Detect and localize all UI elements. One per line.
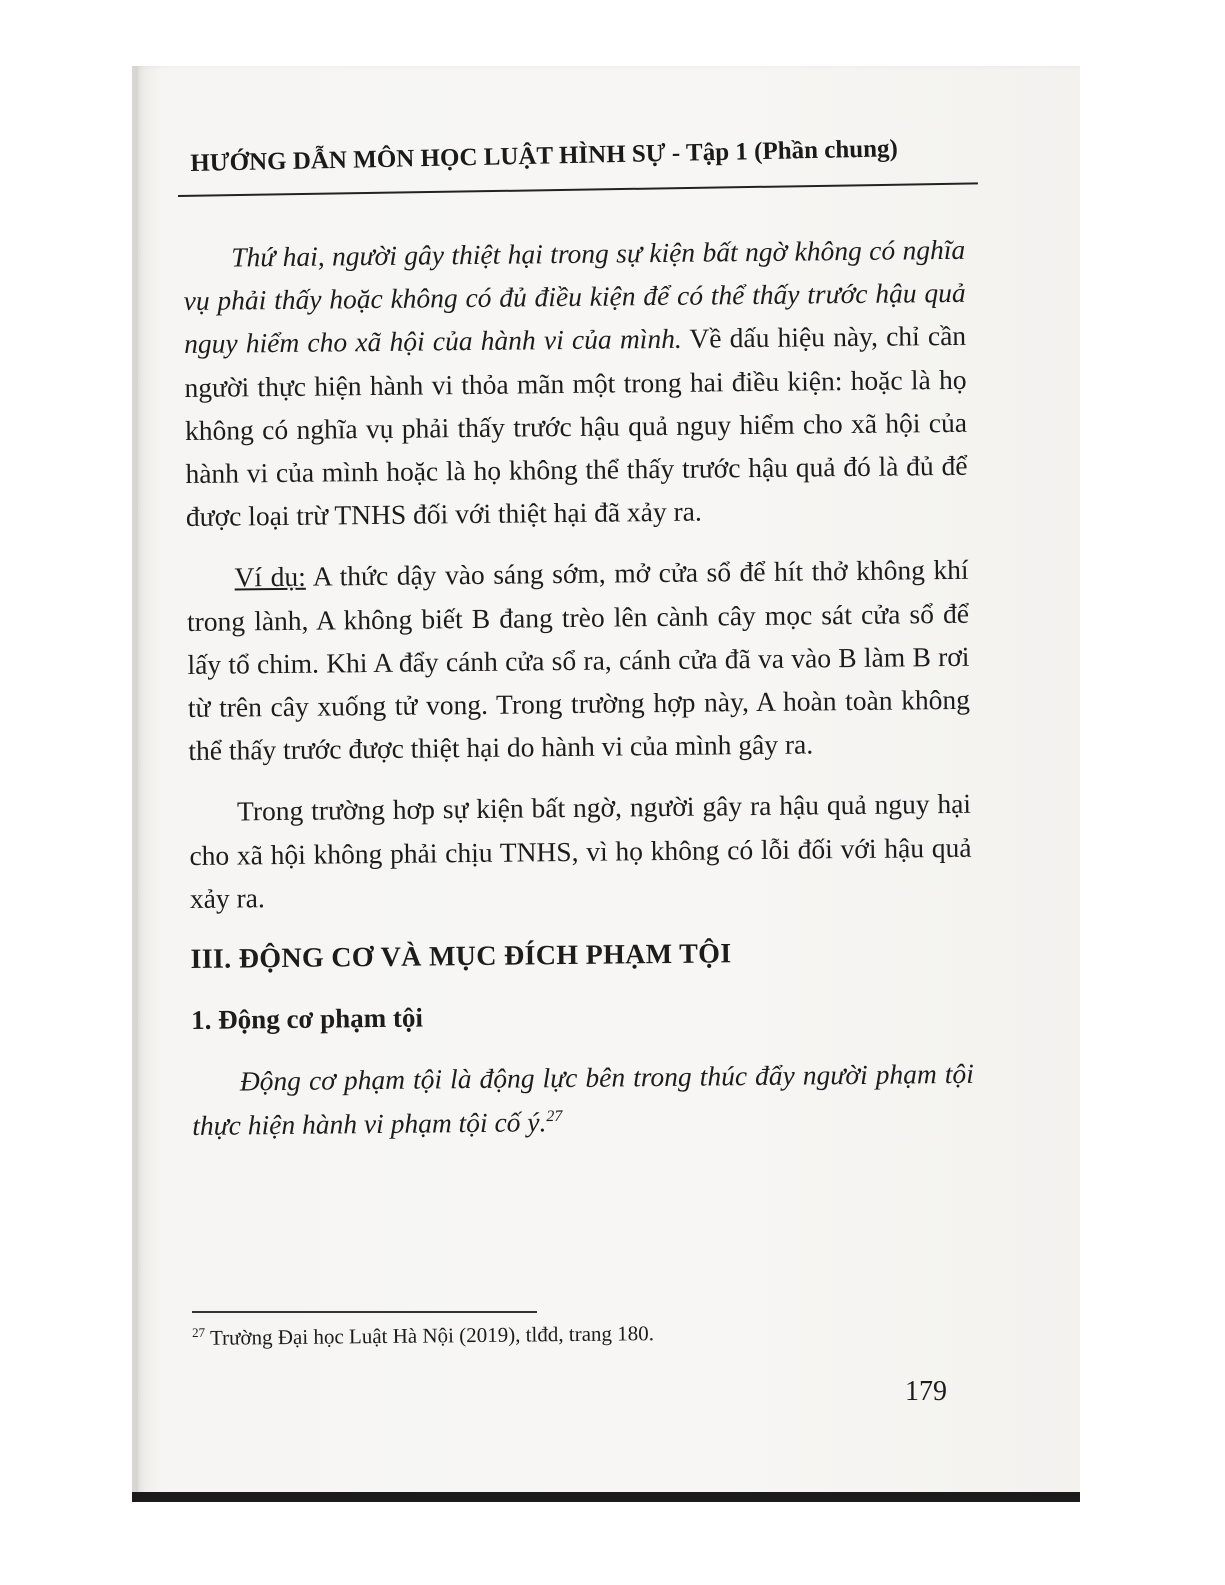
example-label: Ví dụ:	[234, 561, 306, 593]
page-bottom-shadow	[132, 1492, 1080, 1502]
paragraph-example	[186, 548, 970, 772]
definition-paragraph	[192, 1052, 975, 1147]
page-binding-edge	[132, 66, 138, 1502]
paragraph-thu-hai	[183, 228, 968, 539]
footnote-number: 27	[191, 1324, 206, 1340]
paragraph-continuation: Về dấu hiệu này, chỉ cần người thực hiện hành vi thỏa mãn một trong hai điều kiện: hoặc là họ không có nghĩa vụ phải thấy trước hậu quả nguy hiểm cho xã hội của hành vi của mình hoặc là họ không thể thấy trước hậu quả đó là đủ để được loại trừ TNHS đối với thiệt hại đã xảy ra.	[184, 320, 968, 533]
footnote-rule	[192, 1311, 537, 1313]
page-number: 179	[905, 1376, 947, 1407]
paragraph-italic-lead: Thứ hai, người gây thiệt hại trong sự kiện bất ngờ không có nghĩa vụ phải thấy hoặc không có đủ điều kiện để có thể thấy trước hậu quả nguy hiểm cho xã hội của hành vi của mình.	[183, 233, 966, 360]
paragraph-conclusion: Trong trường hơp sự kiện bất ngờ, người gây ra hậu quả nguy hại cho xã hội không phải chịu TNHS, vì họ không có lỗi đối với hậu quả xảy ra.	[189, 788, 972, 914]
example-text: A thức dậy vào sáng sớm, mở cửa sổ để hít thở không khí trong lành, A không biết B đang trèo lên cành cây mọc sát cửa sổ để lấy tổ chim. Khi A đẩy cánh cửa sổ ra, cánh cửa đã va vào B làm B rơi từ trên cây xuống tử vong. Trong trường hợp này, A hoàn toàn không thể thấy trước được thiệt hại do hành vi của mình gây ra.	[186, 554, 971, 767]
definition-text: Động cơ phạm tội là động lực bên trong thúc đẩy người phạm tội thực hiện hành vi phạm tội cố ý.	[192, 1058, 974, 1141]
footnote-text: Trường Đại học Luật Hà Nội (2019), tlđd, trang 180.	[204, 1321, 655, 1350]
running-header: HƯỚNG DẪN MÔN HỌC LUẬT HÌNH SỰ - Tập 1 (Phần chung)	[190, 135, 899, 177]
subsection-heading: 1. Động cơ phạm tội	[191, 1002, 424, 1036]
footnote-reference: 27	[546, 1107, 563, 1125]
body-text	[183, 228, 975, 1165]
section-heading: III. ĐỘNG CƠ VÀ MỤC ĐÍCH PHẠM TỘI	[190, 938, 732, 976]
